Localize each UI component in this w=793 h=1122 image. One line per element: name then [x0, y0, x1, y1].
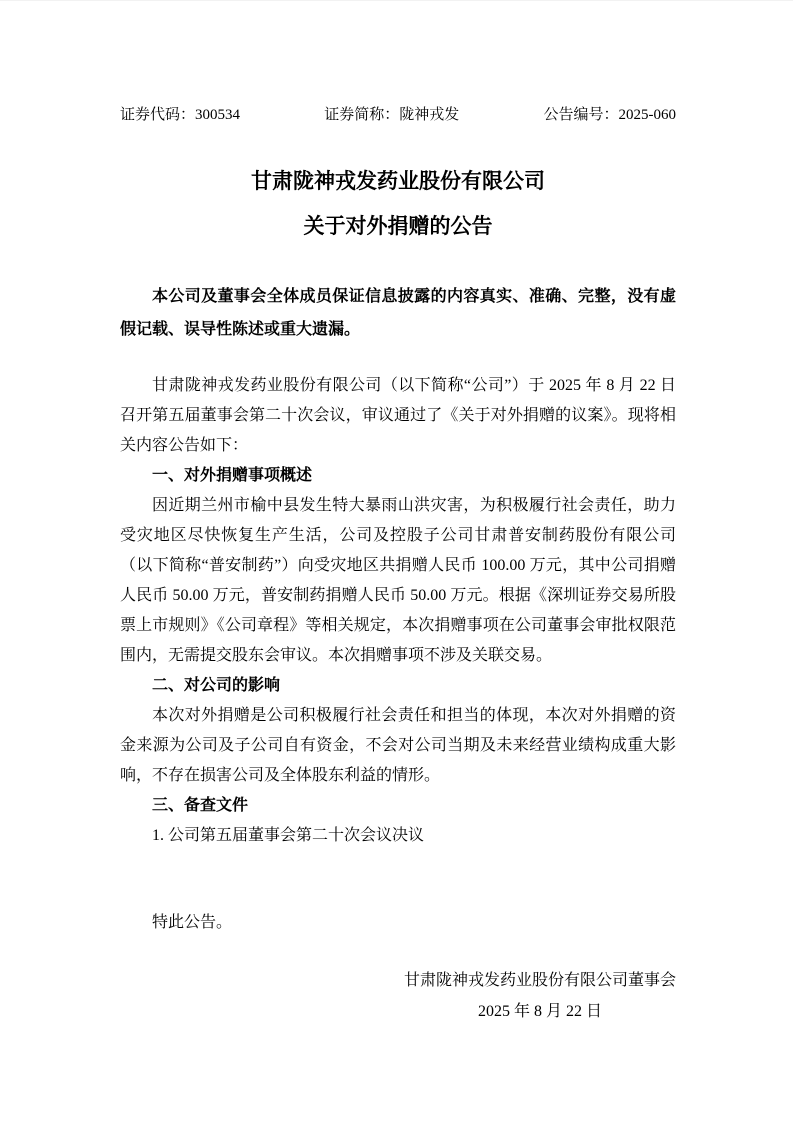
- signature-company: 甘肃陇神戎发药业股份有限公司董事会: [403, 972, 676, 989]
- stock-name-label: 证券简称：陇神戎发: [324, 107, 460, 123]
- intro-paragraph: 甘肃陇神戎发药业股份有限公司（以下简称“公司”）于 2025 年 8 月 22 日召开第五届董事会第二十次会议，审议通过了《关于对外捐赠的议案》。现将相关内容公告如下：: [120, 377, 676, 454]
- company-title: 甘肃陇神戎发药业股份有限公司: [251, 170, 545, 193]
- closing-paragraph: 特此公告。: [152, 914, 233, 931]
- section-1-heading: 一、对外捐赠事项概述: [152, 467, 313, 484]
- announcement-number-label: 公告编号：2025-060: [543, 107, 676, 123]
- section-3-body: 1. 公司第五届董事会第二十次会议决议: [152, 827, 425, 844]
- section-3-heading: 三、备查文件: [152, 797, 249, 814]
- signature-block: [404, 966, 676, 1028]
- section-1-body: 因近期兰州市榆中县发生特大暴雨山洪灾害，为积极履行社会责任，助力受灾地区尽快恢复生产生活，公司及控股子公司甘肃普安制药股份有限公司（以下简称“普安制药”）向受灾地区共捐赠人民币 100.00 万元，其中公司捐赠人民币 50.00 万元，普安制药捐赠人民币 50.00 万元。根据《深圳证券交易所股票上市规则》《公司章程》等相关规定，本次捐赠事项在公司董事会审批权限范围内，无需提交股东会审议。本次捐赠事项不涉及关联交易。: [120, 497, 676, 664]
- disclaimer-paragraph: 本公司及董事会全体成员保证信息披露的内容真实、准确、完整，没有虚假记载、误导性陈述或重大遗漏。: [120, 288, 676, 338]
- section-2-heading: 二、对公司的影响: [152, 677, 281, 694]
- page-content: [120, 1, 676, 1028]
- section-2-body: 本次对外捐赠是公司积极履行社会责任和担当的体现，本次对外捐赠的资金来源为公司及子公司自有资金，不会对公司当期及未来经营业绩构成重大影响，不存在损害公司及全体股东利益的情形。: [120, 707, 676, 784]
- securities-header-row: [120, 1, 676, 125]
- signature-date: 2025 年 8 月 22 日: [477, 1003, 602, 1020]
- announcement-title: 关于对外捐赠的公告: [303, 215, 493, 238]
- stock-code-label: 证券代码：300534: [120, 107, 241, 123]
